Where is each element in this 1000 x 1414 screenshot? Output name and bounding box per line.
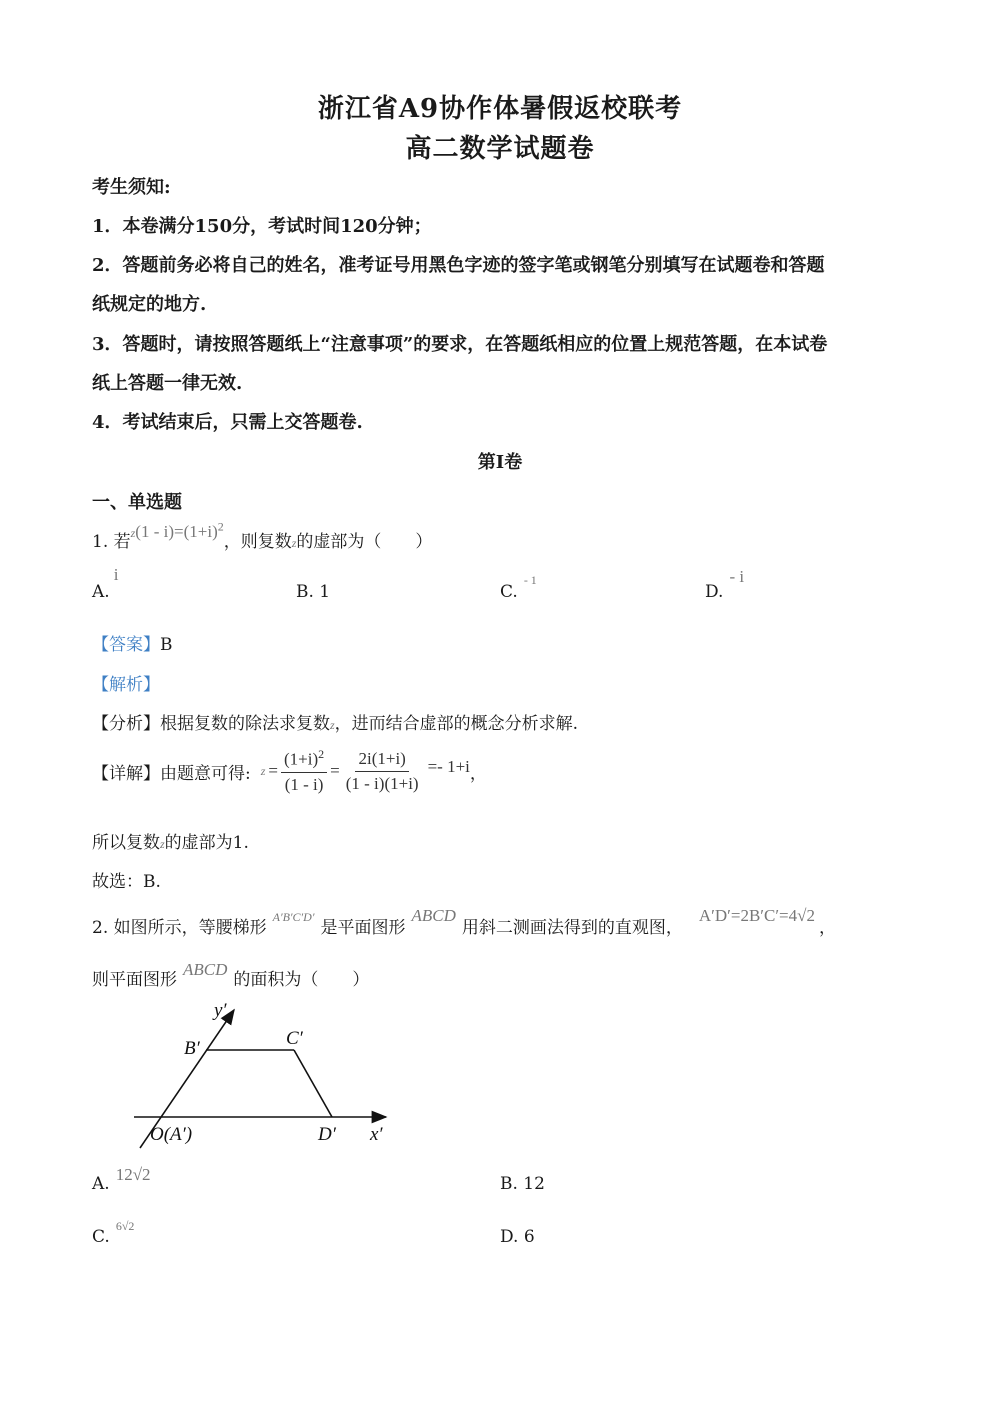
q1-option-c: C.$^{- 1}$ xyxy=(500,573,537,602)
q1-expr: $z(1 - i)=(1+i)^2$ xyxy=(130,519,224,541)
q2-stem-line-1: 2. 如图所示，等腰梯形$^{A'B'C'D'}$是平面图形ABCD用斜二测画法得到的直观图，A′D′=2B′C′=4√2， xyxy=(92,906,836,938)
exam-title: 浙江省A9协作体暑假返校联考 xyxy=(317,94,683,124)
q1-fenxi: 【分析】根据复数的除法求复数z，进而结合虚部的概念分析求解. xyxy=(92,714,579,734)
q1-answer xyxy=(92,630,173,655)
q1-prefix: 1. 若 xyxy=(92,532,131,552)
q1-conclusion: 所以复数z的虚部为1. xyxy=(92,833,249,853)
label-x: x′ xyxy=(370,1124,383,1145)
analysis-tag: 【解析】 xyxy=(92,675,160,695)
label-d: D′ xyxy=(318,1124,336,1145)
q1-detail: 【详解】 由题意可得: z = $\frac{(1+i)^2}{(1 - i)}$ = $\frac{2i(1+i)}{(1 - i)(1+i)}$ =- 1+i ， xyxy=(92,747,487,794)
label-o: O(A′) xyxy=(150,1124,193,1145)
exam-subtitle: 高二数学试题卷 xyxy=(405,134,595,164)
section-heading: 一、单选题 xyxy=(92,492,182,513)
q2-option-c: C.$^{6√2}$ xyxy=(92,1219,135,1247)
q2-option-b: B. 12 xyxy=(500,1174,545,1194)
label-y: y′ xyxy=(214,1000,227,1021)
q1-option-a: A.i xyxy=(92,565,119,602)
notice-item-3-line-1: 3．答题时，请按照答题纸上“注意事项”的要求，在答题纸相应的位置上规范答题，在本试卷 xyxy=(92,334,828,355)
volume-label: 第Ⅰ卷 xyxy=(477,452,523,473)
answer-tag: 【答案】 xyxy=(92,635,160,655)
q2-option-d: D. 6 xyxy=(500,1227,535,1247)
label-b: B′ xyxy=(184,1038,200,1059)
q1-suffix-a: ，则复数 xyxy=(223,532,292,552)
notice-item-4: 4．考试结束后，只需上交答题卷. xyxy=(92,412,363,433)
q2-option-c-value: 6√2 xyxy=(115,1219,135,1233)
notice-item-2-line-1: 2．答题前务必将自己的姓名，准考证号用黑色字迹的签字笔或钢笔分别填写在试题卷和答题 xyxy=(92,255,825,276)
notice-item-1: 1．本卷满分150分，考试时间120分钟； xyxy=(92,216,432,237)
notice-heading: 考生须知: xyxy=(92,177,171,198)
detail-z: z xyxy=(260,763,266,778)
label-c: C′ xyxy=(286,1028,303,1049)
q1-stem xyxy=(92,519,433,552)
q1-choice: 故选：B. xyxy=(92,872,161,892)
q1-z: z xyxy=(291,536,297,550)
q2-option-a-value: 12√2 xyxy=(115,1165,151,1184)
q2-stem-line-2: 则平面图形ABCD的面积为（ ） xyxy=(92,960,370,990)
q1-option-c-value: - 1 xyxy=(523,573,537,587)
detail-fraction-2: $\frac{2i(1+i)}{(1 - i)(1+i)}$ xyxy=(345,748,419,793)
detail-result: =- 1+i xyxy=(427,757,470,776)
q1-option-d-value: - i xyxy=(729,567,745,586)
answer-value: B xyxy=(160,635,173,655)
q1-option-b: B. 1 xyxy=(296,582,331,602)
q2-option-a: A. 12√2 xyxy=(92,1165,151,1194)
trapezoid-figure xyxy=(120,998,410,1158)
detail-fraction-1: $\frac{(1+i)^2}{(1 - i)}$ xyxy=(281,747,327,795)
notice-item-3-line-2: 纸上答题一律无效. xyxy=(92,373,243,394)
q1-option-a-value: i xyxy=(113,565,119,584)
q1-suffix-b: 的虚部为（ ） xyxy=(296,532,433,552)
edge-c-d xyxy=(294,1050,332,1117)
q1-option-d: D.- i xyxy=(705,567,745,602)
notice-item-2-line-2: 纸规定的地方. xyxy=(92,294,207,315)
